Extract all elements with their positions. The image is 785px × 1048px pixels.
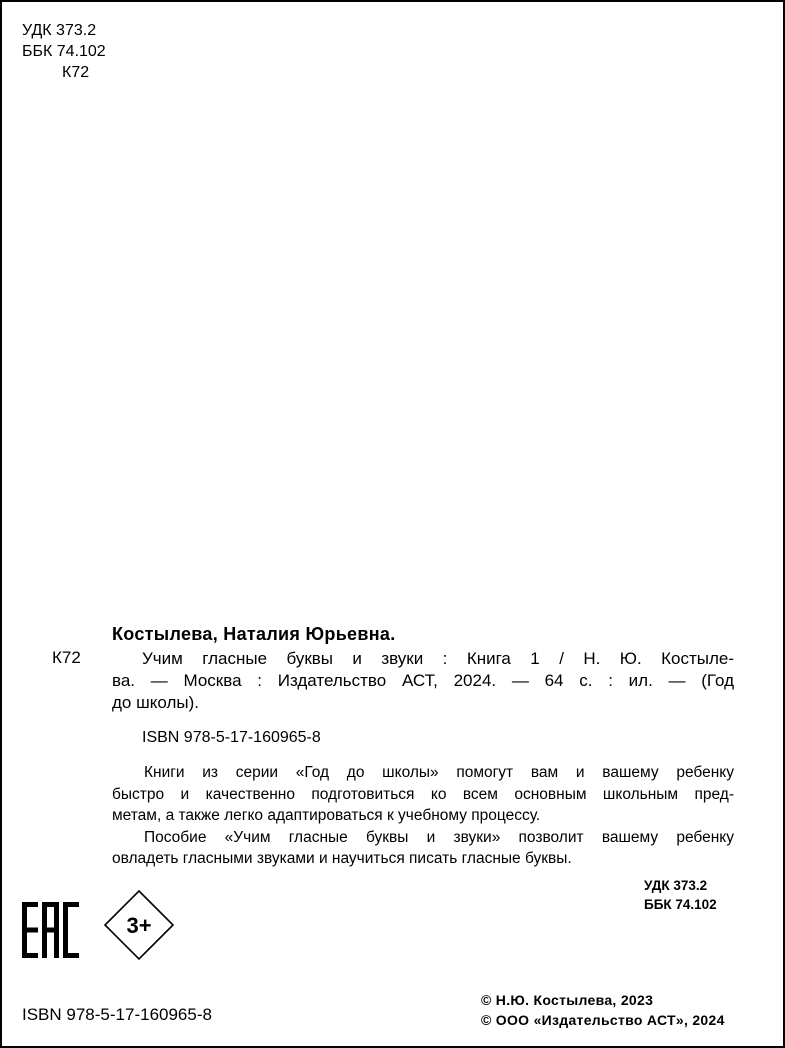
author-mark: К72 <box>62 64 90 81</box>
bibliographic-description <box>112 648 734 714</box>
udk-code-bottom: УДК 373.2 <box>644 878 708 893</box>
record-author-mark: К72 <box>52 648 81 667</box>
udk-code: УДК 373.2 <box>22 22 97 39</box>
copyright-block <box>481 990 725 1030</box>
isbn-footer: ISBN 978-5-17-160965-8 <box>22 1005 212 1024</box>
annotation <box>112 762 734 870</box>
copyright-author: © Н.Ю. Костылева, 2023 <box>481 992 654 1008</box>
annotation-line: Книги из серии «Год до школы» помогут вам и вашему ребенку <box>144 764 734 781</box>
annotation-line: овладеть гласными звуками и научиться писать гласные буквы. <box>112 850 572 867</box>
classification-codes-top <box>22 20 106 83</box>
classification-codes-bottom <box>644 876 717 914</box>
age-rating-label: 3+ <box>126 913 152 938</box>
annotation-line: метам, а также легко адаптироваться к учебному процессу. <box>112 807 541 824</box>
description-line: до школы). <box>112 693 199 712</box>
isbn-record: ISBN 978-5-17-160965-8 <box>142 729 321 746</box>
copyright-publisher: © ООО «Издательство АСТ», 2024 <box>481 1012 725 1028</box>
annotation-line: быстро и качественно подготовиться ко всем основным школьным пред- <box>112 785 734 803</box>
bbk-code-bottom: ББК 74.102 <box>644 897 717 912</box>
description-line: Учим гласные буквы и звуки : Книга 1 / Н. Ю. Костыле- <box>142 649 734 668</box>
description-line: ва. — Москва : Издательство АСТ, 2024. — 64 с. : ил. — (Год <box>112 671 734 690</box>
annotation-line: Пособие «Учим гласные буквы и звуки» позволит вашему ребенку <box>144 828 734 846</box>
bbk-code: ББК 74.102 <box>22 43 106 60</box>
age-rating-badge <box>103 889 175 961</box>
eac-conformity-icon <box>22 900 82 960</box>
author-heading: Костылева, Наталия Юрьевна. <box>112 624 396 644</box>
